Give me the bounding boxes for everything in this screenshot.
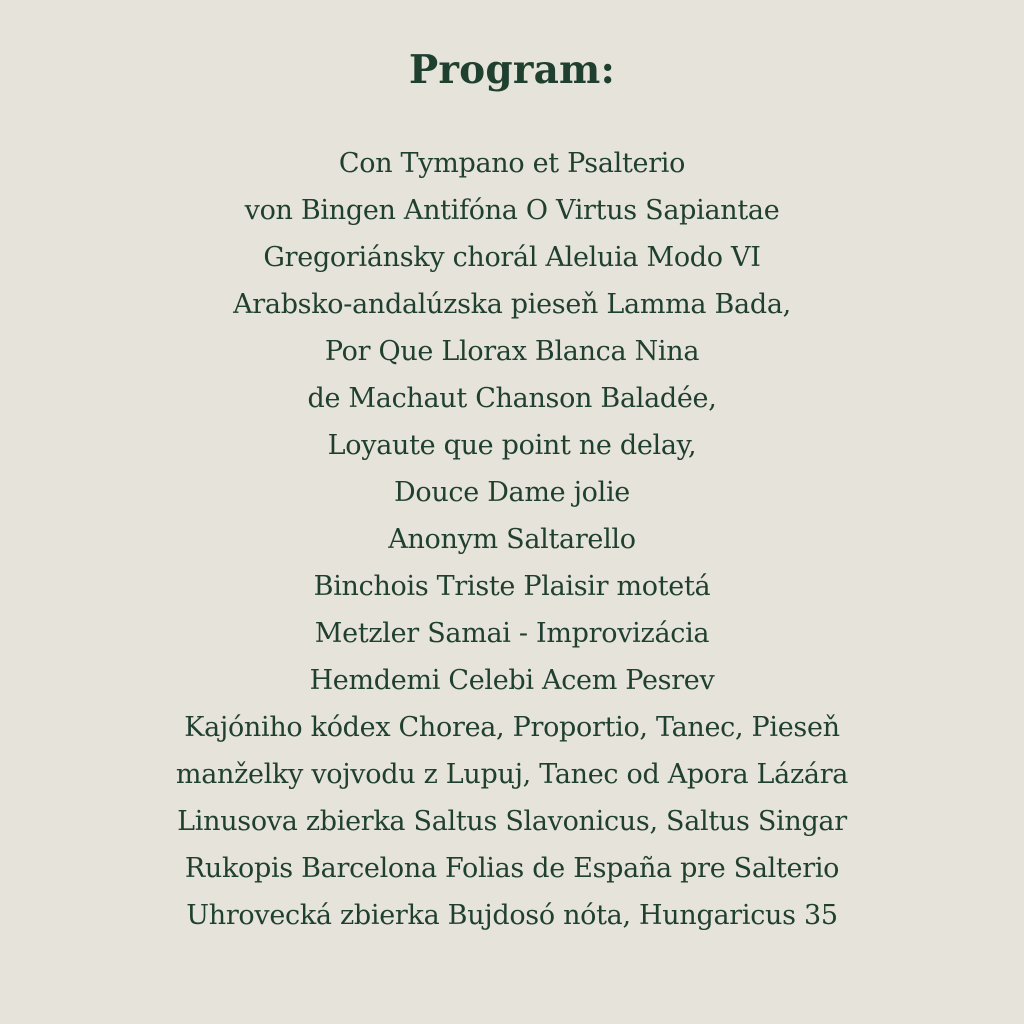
program-item: Arabsko-andalúzska pieseň Lamma Bada, bbox=[233, 289, 791, 320]
program-item: Anonym Saltarello bbox=[388, 524, 636, 555]
program-item: Rukopis Barcelona Folias de España pre Salterio bbox=[184, 853, 840, 884]
program-item: Loyaute que point ne delay, bbox=[327, 430, 697, 461]
program-item: von Bingen Antifóna O Virtus Sapiantae bbox=[244, 195, 780, 226]
program-item: Hemdemi Celebi Acem Pesrev bbox=[309, 665, 715, 696]
program-item: Uhrovecká zbierka Bujdosó nóta, Hungaricus 35 bbox=[186, 900, 838, 931]
program-item: Douce Dame jolie bbox=[394, 477, 630, 508]
program-item: Por Que Llorax Blanca Nina bbox=[324, 336, 700, 367]
program-item: Kajóniho kódex Chorea, Proportio, Tanec, Pieseň bbox=[184, 712, 840, 743]
program-item: Metzler Samai - Improvizácia bbox=[314, 618, 710, 649]
program-item: de Machaut Chanson Baladée, bbox=[307, 383, 717, 414]
program-item: Gregoriánsky chorál Aleluia Modo VI bbox=[263, 242, 761, 273]
program-list bbox=[0, 140, 1024, 939]
program-item: Binchois Triste Plaisir motetá bbox=[313, 571, 711, 602]
page-title: Program: bbox=[408, 47, 616, 93]
program-item: Con Tympano et Psalterio bbox=[338, 148, 686, 179]
program-item: Linusova zbierka Saltus Slavonicus, Saltus Singar bbox=[177, 806, 847, 837]
program-item: manželky vojvodu z Lupuj, Tanec od Apora Lázára bbox=[175, 759, 849, 790]
